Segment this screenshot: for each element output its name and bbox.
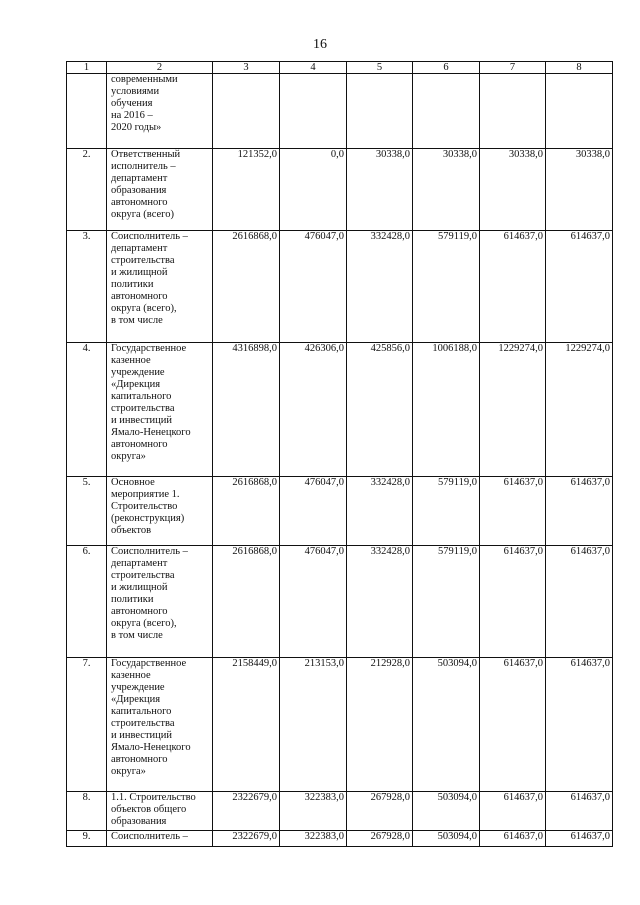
value-cell: 614637,0 <box>546 658 613 792</box>
column-header: 4 <box>280 62 347 74</box>
value-cell <box>480 74 546 149</box>
value-cell: 1229274,0 <box>546 343 613 477</box>
value-cell <box>546 74 613 149</box>
value-cell <box>413 74 480 149</box>
value-cell: 212928,0 <box>347 658 413 792</box>
value-cell: 426306,0 <box>280 343 347 477</box>
value-cell: 476047,0 <box>280 231 347 343</box>
row-number: 8. <box>67 792 107 831</box>
value-cell <box>213 74 280 149</box>
header-row <box>67 62 613 74</box>
row-number: 9. <box>67 831 107 847</box>
value-cell: 503094,0 <box>413 792 480 831</box>
column-header: 5 <box>347 62 413 74</box>
value-cell: 579119,0 <box>413 231 480 343</box>
value-cell <box>347 74 413 149</box>
budget-table <box>66 61 613 847</box>
row-description: Основное мероприятие 1. Строительство (реконструкция) объектов <box>107 477 213 546</box>
value-cell: 2158449,0 <box>213 658 280 792</box>
value-cell: 614637,0 <box>480 658 546 792</box>
value-cell: 322383,0 <box>280 831 347 847</box>
value-cell: 2616868,0 <box>213 231 280 343</box>
value-cell: 332428,0 <box>347 477 413 546</box>
value-cell: 614637,0 <box>480 231 546 343</box>
table-row <box>67 792 613 831</box>
value-cell: 579119,0 <box>413 477 480 546</box>
row-description: Соисполнитель – <box>107 831 213 847</box>
table-row <box>67 477 613 546</box>
row-number: 6. <box>67 546 107 658</box>
value-cell: 614637,0 <box>546 231 613 343</box>
column-header: 1 <box>67 62 107 74</box>
value-cell: 503094,0 <box>413 658 480 792</box>
value-cell: 267928,0 <box>347 831 413 847</box>
table-row <box>67 831 613 847</box>
value-cell: 2616868,0 <box>213 546 280 658</box>
value-cell: 322383,0 <box>280 792 347 831</box>
value-cell: 425856,0 <box>347 343 413 477</box>
value-cell: 267928,0 <box>347 792 413 831</box>
value-cell: 213153,0 <box>280 658 347 792</box>
row-description: современными условиями обучения на 2016 – 2020 годы» <box>107 74 213 149</box>
value-cell: 614637,0 <box>480 546 546 658</box>
column-header: 8 <box>546 62 613 74</box>
value-cell: 121352,0 <box>213 149 280 231</box>
value-cell: 579119,0 <box>413 546 480 658</box>
row-number: 3. <box>67 231 107 343</box>
value-cell: 30338,0 <box>546 149 613 231</box>
value-cell: 614637,0 <box>480 831 546 847</box>
column-header: 3 <box>213 62 280 74</box>
row-number <box>67 74 107 149</box>
table-row <box>67 343 613 477</box>
row-number: 2. <box>67 149 107 231</box>
table-row <box>67 546 613 658</box>
value-cell: 614637,0 <box>546 546 613 658</box>
row-description: 1.1. Строительство объектов общего образования <box>107 792 213 831</box>
page-number: 16 <box>313 37 327 52</box>
table-row <box>67 149 613 231</box>
column-header: 6 <box>413 62 480 74</box>
row-description: Государственное казенное учреждение «Дирекция капитального строительства и инвестиций Ямало-Ненецкого автономного округа» <box>107 658 213 792</box>
table-row <box>67 74 613 149</box>
row-description: Соисполнитель – департамент строительства и жилищной политики автономного округа (всего), в том числе <box>107 546 213 658</box>
value-cell: 0,0 <box>280 149 347 231</box>
row-description: Соисполнитель – департамент строительства и жилищной политики автономного округа (всего), в том числе <box>107 231 213 343</box>
row-number: 5. <box>67 477 107 546</box>
value-cell: 614637,0 <box>480 477 546 546</box>
value-cell: 503094,0 <box>413 831 480 847</box>
column-header: 7 <box>480 62 546 74</box>
column-header: 2 <box>107 62 213 74</box>
value-cell: 614637,0 <box>546 477 613 546</box>
value-cell: 1229274,0 <box>480 343 546 477</box>
table-row <box>67 231 613 343</box>
value-cell: 30338,0 <box>480 149 546 231</box>
value-cell: 1006188,0 <box>413 343 480 477</box>
value-cell: 30338,0 <box>347 149 413 231</box>
value-cell: 614637,0 <box>546 831 613 847</box>
row-number: 7. <box>67 658 107 792</box>
value-cell <box>280 74 347 149</box>
value-cell: 332428,0 <box>347 231 413 343</box>
value-cell: 2322679,0 <box>213 792 280 831</box>
row-number: 4. <box>67 343 107 477</box>
value-cell: 2616868,0 <box>213 477 280 546</box>
row-description: Государственное казенное учреждение «Дирекция капитального строительства и инвестиций Ямало-Ненецкого автономного округа» <box>107 343 213 477</box>
row-description: Ответственный исполнитель – департамент образования автономного округа (всего) <box>107 149 213 231</box>
value-cell: 614637,0 <box>546 792 613 831</box>
value-cell: 476047,0 <box>280 477 347 546</box>
value-cell: 30338,0 <box>413 149 480 231</box>
value-cell: 2322679,0 <box>213 831 280 847</box>
value-cell: 332428,0 <box>347 546 413 658</box>
table-row <box>67 658 613 792</box>
value-cell: 476047,0 <box>280 546 347 658</box>
value-cell: 4316898,0 <box>213 343 280 477</box>
value-cell: 614637,0 <box>480 792 546 831</box>
